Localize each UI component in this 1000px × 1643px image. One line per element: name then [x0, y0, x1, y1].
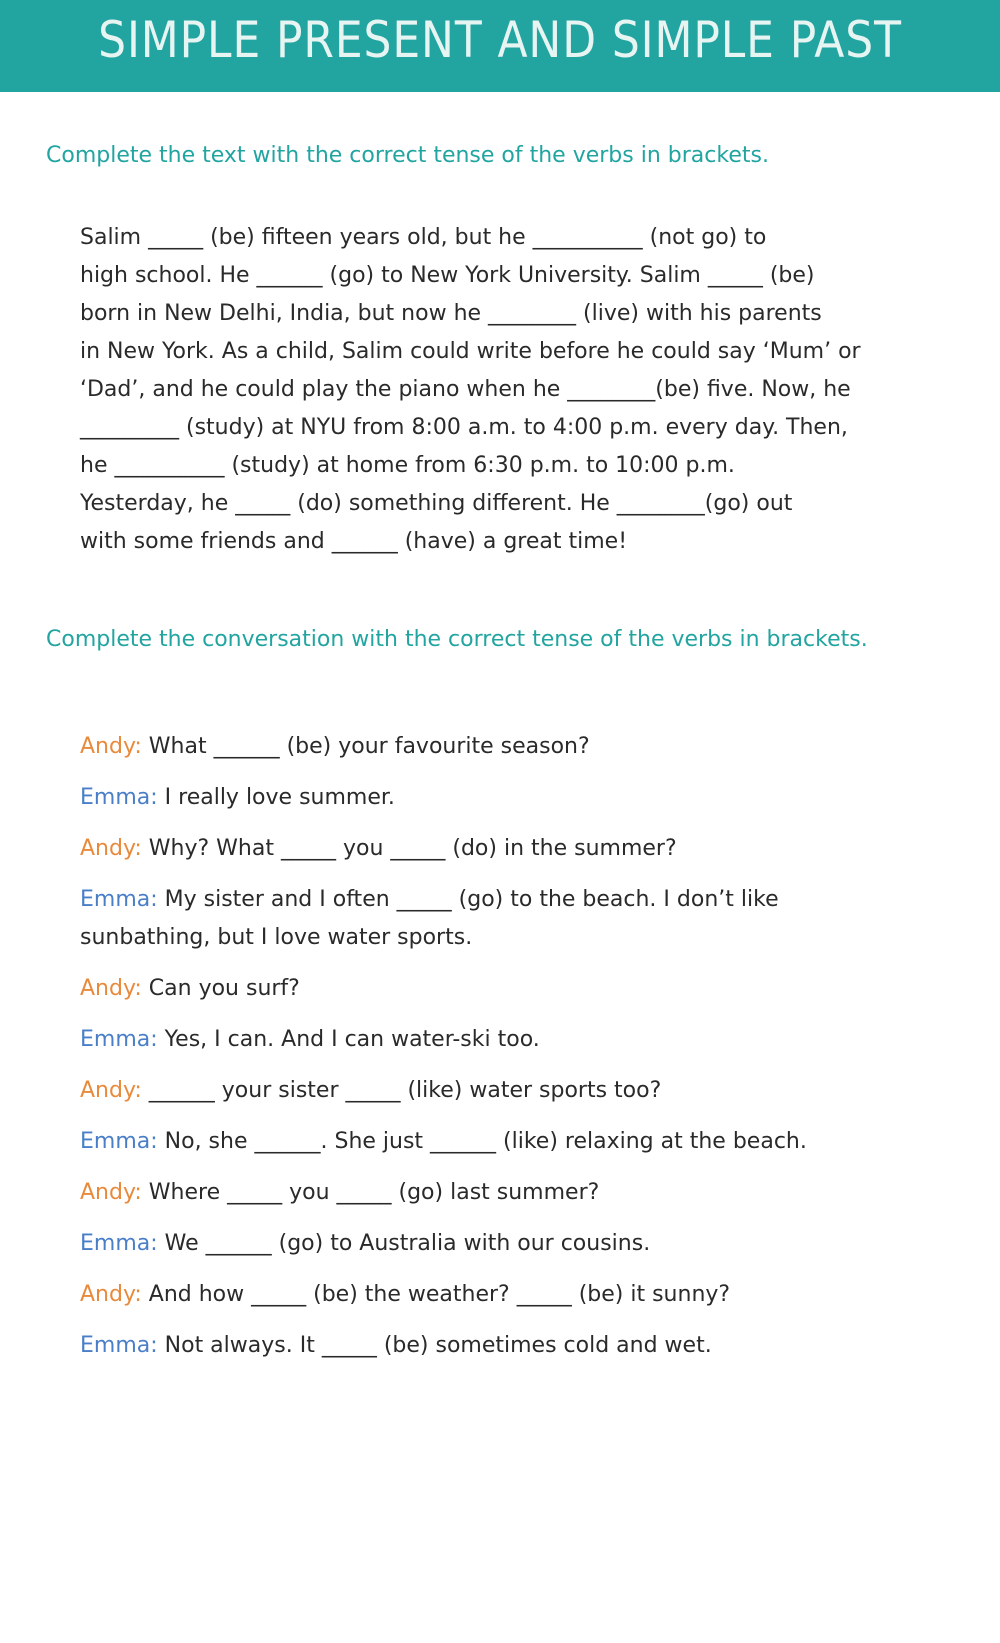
speaker-andy: Andy:: [80, 976, 142, 1001]
dialogue-text: We ______ (go) to Australia with our cousins.: [157, 1231, 651, 1256]
dialogue-turn: [80, 881, 960, 957]
text-line: Salim _____ (be) fifteen years old, but he __________ (not go) to: [80, 225, 767, 250]
dialogue-text: Not always. It _____ (be) sometimes cold and wet.: [157, 1333, 712, 1358]
dialogue-turn: [80, 1225, 960, 1263]
text-line: ‘Dad’, and he could play the piano when he ________(be) five. Now, he: [80, 377, 851, 402]
dialogue-text: Yes, I can. And I can water-ski too.: [157, 1027, 540, 1052]
speaker-emma: Emma:: [80, 1231, 158, 1256]
page-title: SIMPLE PRESENT AND SIMPLE PAST: [98, 11, 902, 69]
text-line: he __________ (study) at home from 6:30 p.m. to 10:00 p.m.: [80, 453, 735, 478]
text-line: born in New Delhi, India, but now he ________ (live) with his parents: [80, 301, 822, 326]
dialogue-text: Where _____ you _____ (go) last summer?: [141, 1180, 600, 1205]
speaker-emma: Emma:: [80, 785, 158, 810]
dialogue-continuation: sunbathing, but I love water sports.: [80, 925, 473, 950]
speaker-andy: Andy:: [80, 1078, 142, 1103]
text-line: _________ (study) at NYU from 8:00 a.m. to 4:00 p.m. every day. Then,: [80, 415, 848, 440]
dialogue-text: And how _____ (be) the weather? _____ (be) it sunny?: [141, 1282, 731, 1307]
dialogue-text: Can you surf?: [141, 976, 300, 1001]
speaker-andy: Andy:: [80, 836, 142, 861]
exercise-1-instruction: Complete the text with the correct tense of the verbs in brackets.: [46, 143, 769, 168]
dialogue-turn: [80, 1021, 960, 1059]
text-line: in New York. As a child, Salim could write before he could say ‘Mum’ or: [80, 339, 861, 364]
dialogue-text: My sister and I often _____ (go) to the beach. I don’t like: [157, 887, 779, 912]
speaker-emma: Emma:: [80, 1333, 158, 1358]
dialogue-line: [80, 881, 960, 919]
speaker-andy: Andy:: [80, 1282, 142, 1307]
speaker-emma: Emma:: [80, 1129, 158, 1154]
exercise-1-text: [80, 219, 940, 561]
speaker-andy: Andy:: [80, 1180, 142, 1205]
dialogue-turn: [80, 1327, 960, 1365]
exercise-2-conversation: [80, 728, 960, 1378]
dialogue-text: ______ your sister _____ (like) water sports too?: [141, 1078, 662, 1103]
dialogue-turn: [80, 830, 960, 868]
speaker-emma: Emma:: [80, 1027, 158, 1052]
exercise-2-instruction: Complete the conversation with the correct tense of the verbs in brackets.: [46, 627, 868, 652]
dialogue-turn: [80, 779, 960, 817]
dialogue-text: I really love summer.: [157, 785, 395, 810]
dialogue-turn: [80, 1174, 960, 1212]
dialogue-turn: [80, 1276, 960, 1314]
dialogue-turn: [80, 970, 960, 1008]
dialogue-turn: [80, 728, 960, 766]
text-line: high school. He ______ (go) to New York University. Salim _____ (be): [80, 263, 815, 288]
dialogue-turn: [80, 1123, 960, 1161]
dialogue-text: Why? What _____ you _____ (do) in the summer?: [141, 836, 677, 861]
dialogue-text: No, she ______. She just ______ (like) relaxing at the beach.: [157, 1129, 807, 1154]
dialogue-text: What ______ (be) your favourite season?: [141, 734, 590, 759]
speaker-andy: Andy:: [80, 734, 142, 759]
text-line: with some friends and ______ (have) a great time!: [80, 529, 628, 554]
dialogue-turn: [80, 1072, 960, 1110]
speaker-emma: Emma:: [80, 887, 158, 912]
text-line: Yesterday, he _____ (do) something different. He ________(go) out: [80, 491, 793, 516]
